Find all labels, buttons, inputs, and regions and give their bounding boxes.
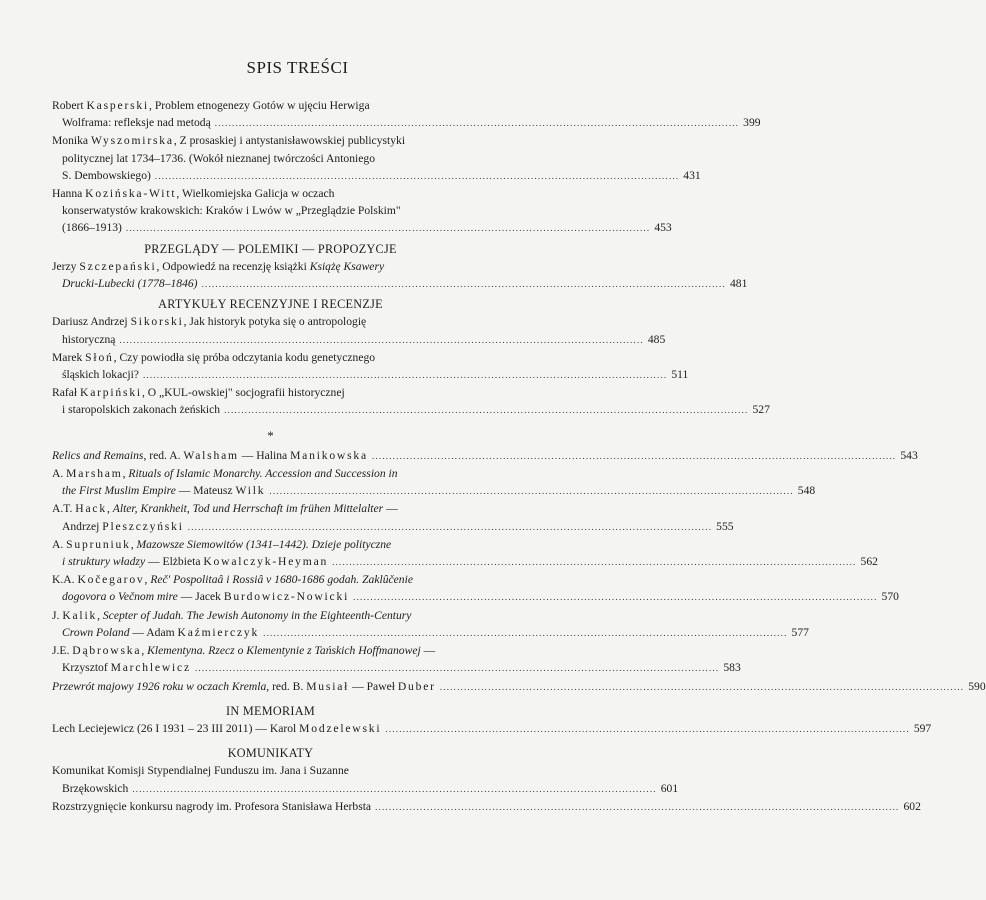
dot-leader: ........................................................................................................................................................ (194, 663, 720, 674)
memoriam-entry[interactable]: Lech Leciejewicz (26 I 1931 – 23 III 2011) — Karol Modzelewski ........................................................................................................................................................ 597 (52, 720, 489, 738)
page-number: 555 (716, 519, 734, 533)
dot-leader: ........................................................................................................................................................ (201, 279, 726, 290)
page-number: 511 (671, 368, 689, 382)
author-surname: Kasperski (86, 99, 150, 112)
dot-leader: ........................................................................................................................................................ (142, 370, 668, 381)
page-number: 562 (860, 555, 878, 569)
author-surname: Karpiński (80, 386, 142, 400)
communique-entry[interactable]: Komunikat Komisji Stypendialnej Funduszu im. Jana i Suzanne Brzękowskich ........................................................................................................................................................ 601 (52, 762, 489, 797)
toc-entry[interactable]: Hanna Kozińska-Witt, Wielkomiejska Galicja w oczach konserwatystów krakowskich: Kraków i Lwów w „Przeglądzie Polskim" (1866–1913) ........................................................................................................................................................ 453 (52, 185, 489, 238)
dot-leader: ........................................................................................................................................................ (269, 486, 794, 497)
page-number: 548 (797, 484, 816, 498)
dot-leader: ........................................................................................................................................................ (332, 557, 857, 568)
toc-entry[interactable]: Monika Wyszomirska, Z prosaskiej i antystanisławowskiej publicystyki politycznej lat 1734–1736. (Wokół nieznanej twórczości Antoniego S. Dembowskiego) ........................................................................................................................................................ 431 (52, 132, 489, 185)
author-surname: Kozińska-Witt (85, 187, 177, 201)
page-number: 543 (900, 448, 918, 462)
page-number: 431 (683, 168, 701, 182)
page-title: SPIS TREŚCI (246, 58, 349, 77)
page-number: 590 (968, 679, 986, 693)
separator-asterisk: * (267, 427, 274, 443)
dot-leader: ........................................................................................................................................................ (187, 521, 713, 532)
page-number: 577 (791, 625, 809, 639)
dot-leader: ........................................................................................................................................................ (375, 801, 900, 812)
review-entry[interactable]: A. Marsham, Rituals of Islamic Monarchy. Accession and Succession in the First Muslim Empire — Mateusz Wilk ........................................................................................................................................................ 548 (52, 465, 489, 500)
dot-leader: ........................................................................................................................................................ (125, 223, 651, 234)
author-surname: Słoń (85, 350, 114, 364)
toc-entry[interactable]: Dariusz Andrzej Sikorski, Jak historyk potyka się o antropologię historyczną ........................................................................................................................................................ 485 (52, 313, 489, 348)
section-heading: IN MEMORIAM (226, 703, 315, 718)
toc-entry[interactable]: Rafał Karpiński, O „KUL-owskiej" socjografii historycznej i staropolskich zakonach żeńskich ........................................................................................................................................................ 527 (52, 384, 489, 419)
review-entry[interactable]: A.T. Hack, Alter, Krankheit, Tod und Herrschaft im frühen Mittelalter — Andrzej Pleszczyński ........................................................................................................................................................ 555 (52, 500, 489, 535)
page-number: 453 (654, 221, 672, 235)
section-heading: ARTYKUŁY RECENZYJNE I RECENZJE (158, 297, 383, 312)
author-surname: Sikorski (130, 315, 184, 329)
dot-leader: ........................................................................................................................................................ (154, 170, 680, 181)
toc-entry[interactable]: Marek Słoń, Czy powiodła się próba odczytania kodu genetycznego śląskich lokacji? ........................................................................................................................................................ 511 (52, 349, 489, 384)
author-surname: Wyszomirska (90, 134, 174, 148)
review-entry[interactable]: K.A. Kočegarov, Reč' Pospolitaâ i Rossiâ v 1680-1686 godah. Zaklûčenie dogovora o Večnom mire — Jacek Burdowicz-Nowicki ........................................................................................................................................................ 570 (52, 571, 489, 606)
dot-leader: ........................................................................................................................................................ (119, 334, 644, 345)
page-number: 601 (660, 781, 679, 795)
review-entry[interactable]: Przewrót majowy 1926 roku w oczach Kremla, red. B. Musiał — Paweł Duber ........................................................................................................................................................ 590 (52, 678, 489, 696)
page-number: 602 (903, 799, 921, 813)
dot-leader: ........................................................................................................................................................ (353, 592, 878, 603)
toc-content (52, 97, 986, 816)
author-surname: Szczepański (79, 259, 157, 273)
dot-leader: ........................................................................................................................................................ (214, 118, 740, 129)
review-entry[interactable]: A. Supruniuk, Mazowsze Siemowitów (1341–1442). Dzieje polityczne i struktury władzy — Elżbieta Kowalczyk-Heyman ........................................................................................................................................................ 562 (52, 536, 489, 571)
page-number: 570 (881, 590, 899, 604)
section-heading: KOMUNIKATY (227, 746, 314, 761)
dot-leader: ........................................................................................................................................................ (224, 405, 749, 416)
review-entry[interactable]: J. Kalik, Scepter of Judah. The Jewish Autonomy in the Eighteenth-Century Crown Poland — Adam Kaźmierczyk ........................................................................................................................................................ 577 (52, 607, 489, 642)
toc-entry[interactable]: Jerzy Szczepański, Odpowiedź na recenzję książki Książę Ksawery Drucki-Lubecki (1778–1846) ........................................................................................................................................................ 481 (52, 258, 489, 293)
dot-leader: ........................................................................................................................................................ (263, 627, 788, 638)
dot-leader: ........................................................................................................................................................ (371, 450, 897, 461)
review-entry[interactable]: J.E. Dąbrowska, Klementyna. Rzecz o Klementynie z Tańskich Hoffmanowej — Krzysztof Marchlewicz ........................................................................................................................................................ 583 (52, 642, 489, 677)
page-number: 399 (743, 116, 761, 130)
communique-entry[interactable]: Rozstrzygnięcie konkursu nagrody im. Profesora Stanisława Herbsta ........................................................................................................................................................ 602 (52, 798, 489, 816)
page-number: 527 (752, 403, 770, 417)
page-number: 485 (647, 332, 666, 346)
page-number: 583 (723, 661, 741, 675)
page-number: 481 (729, 277, 748, 291)
dot-leader: ........................................................................................................................................................ (439, 681, 965, 692)
dot-leader: ........................................................................................................................................................ (385, 723, 910, 734)
review-entry[interactable]: Relics and Remains, red. A. Walsham — Halina Manikowska ........................................................................................................................................................ 543 (52, 447, 489, 465)
dot-leader: ........................................................................................................................................................ (132, 783, 657, 794)
section-heading: PRZEGLĄDY — POLEMIKI — PROPOZYCJE (144, 241, 397, 256)
toc-entry[interactable]: Robert Kasperski, Problem etnogenezy Gotów w ujęciu Herwiga Wolframa: refleksje nad metodą ........................................................................................................................................................ 399 (52, 97, 489, 132)
page-number: 597 (913, 721, 932, 735)
